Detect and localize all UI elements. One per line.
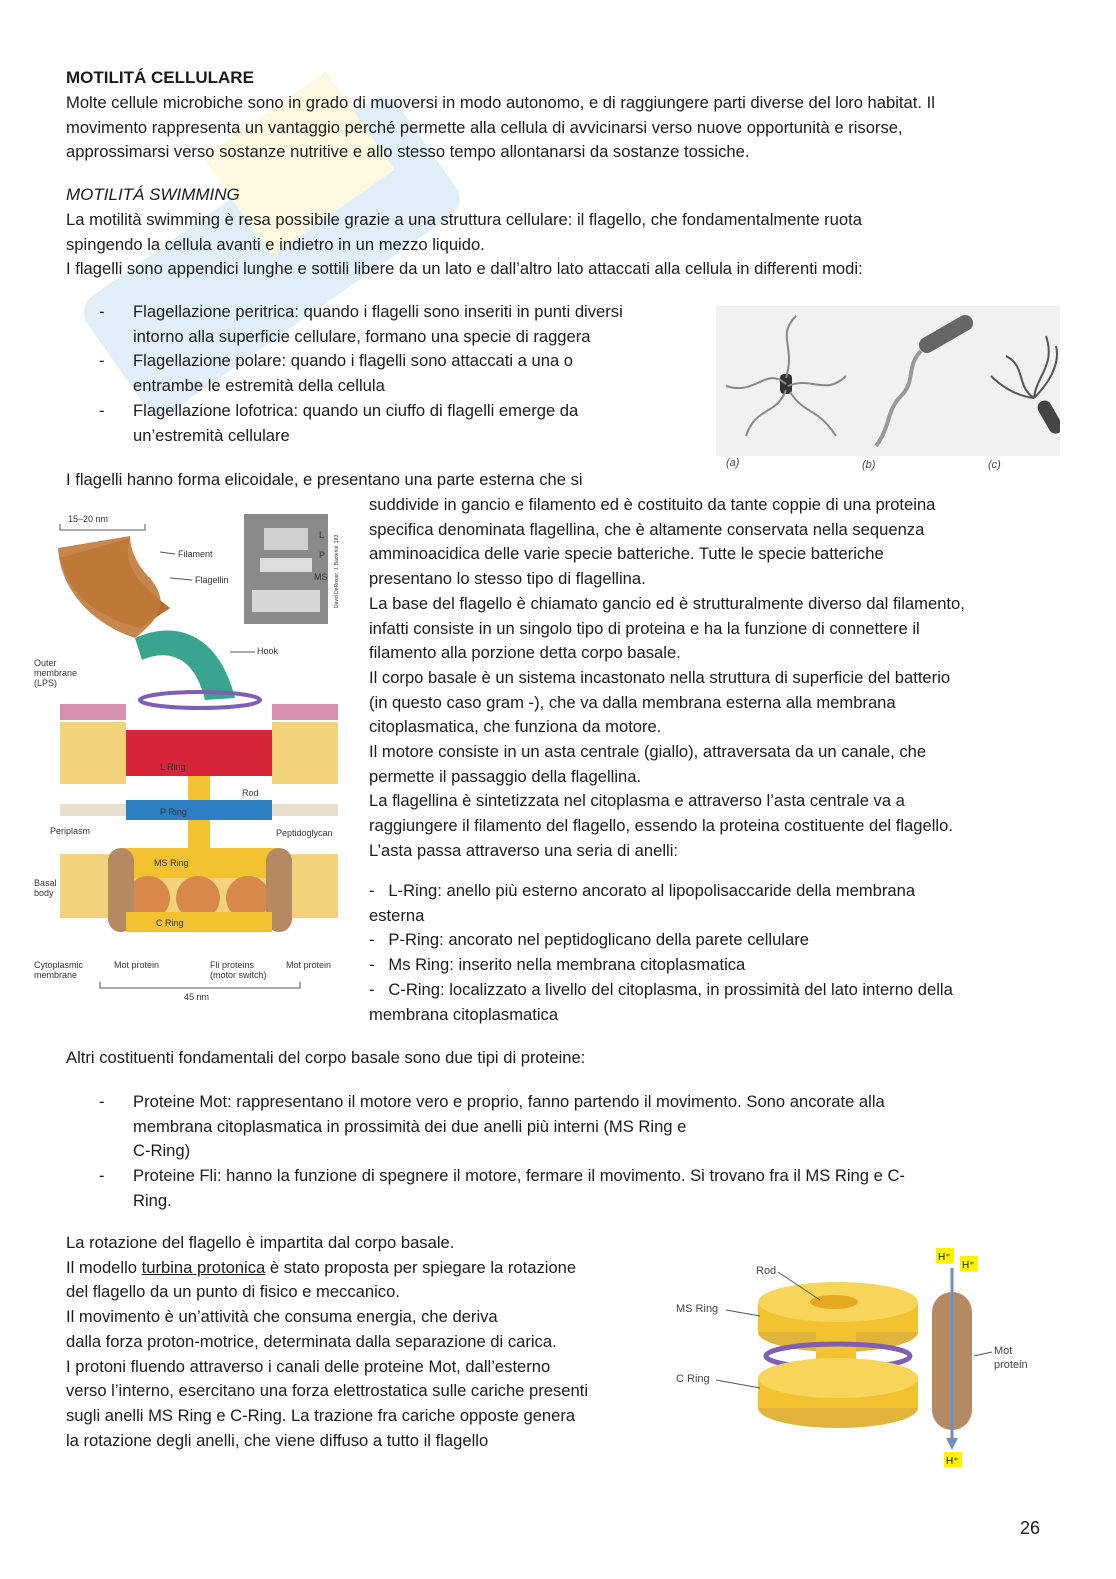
filament-label: Filament: [178, 549, 213, 559]
list-text: L-Ring: anello più esterno ancorato al lipopolisaccaride della membrana: [388, 881, 916, 900]
other-components-sentence: Altri costituenti fondamentali del corpo basale sono due tipi di proteine:: [66, 1048, 586, 1067]
intro-paragraph: [66, 91, 1066, 165]
page-title: MOTILITÁ CELLULARE: [66, 68, 254, 87]
list-item: [369, 879, 1059, 928]
text-line: Il movimento è un’attività che consuma energia, che deriva: [66, 1307, 498, 1327]
proton-label: H⁺: [962, 1260, 975, 1271]
filament-body: [58, 536, 161, 638]
photo-label-b: (b): [862, 459, 876, 471]
hook-label: Hook: [257, 646, 279, 656]
list-text: Ms Ring: inserito nella membrana citoplasmatica: [388, 955, 746, 975]
outer-membrane-label: membrane: [34, 668, 78, 678]
fli-proteins-label: Fli proteins: [210, 960, 255, 970]
c-ring: [126, 912, 272, 932]
rotation-paragraph: [66, 1231, 666, 1453]
page-number: 26: [1020, 1518, 1041, 1538]
helical-sentence: I flagelli hanno forma elicoidale, e presentano una parte esterna che si: [66, 470, 583, 489]
list-dash: -: [99, 400, 105, 420]
text-line: filamento alla porzione detta corpo basale.: [369, 643, 681, 663]
proton-arrowhead: [946, 1438, 958, 1450]
list-text: P-Ring: ancorato nel peptidoglicano della parete cellulare: [388, 930, 810, 950]
list-dash: -: [369, 979, 375, 999]
list-dash: -: [369, 955, 375, 975]
list-item: [99, 349, 713, 398]
rod-label: Rod: [242, 788, 259, 798]
cytoplasmic-membrane-label: Cytoplasmic: [34, 960, 84, 970]
c-ring-label: C Ring: [156, 918, 184, 928]
text-line: approssimarsi verso sostanze nutritive e allo stesso tempo allontanarsi da sostanze tossiche.: [66, 142, 750, 162]
text-line: La flagellina è sintetizzata nel citoplasma e attraverso l’asta centrale va a: [369, 791, 905, 811]
hook-shape: [135, 631, 235, 701]
proton-label: H⁺: [938, 1252, 951, 1263]
flagellin-label: Flagellin: [195, 575, 229, 585]
micrograph-band: [252, 590, 320, 612]
text-line: spingendo la cellula avanti e indietro in un mezzo liquido.: [66, 234, 485, 254]
swimming-paragraph: [66, 208, 1076, 282]
text-line: [369, 978, 1059, 1003]
list-item: [99, 399, 713, 448]
text-line: infatti consiste in un singolo tipo di proteina e ha la funzione di connettere il: [369, 618, 920, 638]
fli-proteins-label: (motor switch): [210, 970, 267, 980]
text-line: raggiungere il filamento del flagello, essendo la proteina costituente del flagello.: [369, 816, 953, 836]
flagellation-types-photo: [716, 306, 1060, 476]
turbine-rod-label: Rod: [756, 1265, 777, 1277]
photo-label-a: (a): [726, 457, 740, 469]
text-line: dalla forza proton-motrice, determinata dalla separazione di carica.: [66, 1331, 557, 1351]
list-item: [369, 978, 1059, 1027]
micro-label-p: P: [319, 550, 326, 560]
flagellum-structure-diagram: [30, 508, 360, 1008]
text-line: [369, 928, 1059, 953]
text-line: La base del flagello è chiamato gancio ed è strutturalmente diverso dal filamento,: [369, 593, 965, 613]
text-line: [369, 953, 1059, 978]
text-line: I flagelli sono appendici lunghe e sottili libere da un lato e dall’altro lato attaccati alla cellula in differenti modi:: [66, 259, 863, 279]
leader-line: [974, 1352, 992, 1356]
outer-membrane-label: Outer: [34, 658, 57, 668]
list-item: [99, 1090, 1033, 1164]
section-subheading: MOTILITÁ SWIMMING: [66, 185, 240, 204]
text-line: suddivide in gancio e filamento ed è costituito da tante coppie di una proteina: [369, 495, 936, 514]
p-ring-label: P Ring: [160, 807, 187, 817]
text-line: sugli anelli MS Ring e C-Ring. La trazione fra cariche opposte genera: [66, 1405, 576, 1425]
flagellum-structure-paragraph: [369, 493, 1059, 864]
outer-membrane-right: [272, 704, 338, 784]
flagellation-list: [99, 300, 713, 448]
list-dash: -: [99, 1092, 105, 1111]
proton-label: H⁺: [946, 1456, 959, 1467]
proton-turbine-diagram: [670, 1240, 1050, 1475]
leader-line: [716, 1380, 760, 1388]
turbine-ms-ring-label: MS Ring: [676, 1303, 719, 1315]
text-line: presentano lo stesso tipo di flagellina.: [369, 569, 646, 589]
text-line: Il corpo basale è un sistema incastonato nella struttura di superficie del batterio: [369, 667, 951, 687]
micrograph-band: [260, 558, 312, 572]
list-dash: -: [99, 302, 105, 321]
text-line: La rotazione del flagello è impartita dal corpo basale.: [66, 1233, 455, 1252]
basal-body-label: body: [34, 888, 54, 898]
rings-list: [369, 879, 1059, 1027]
text-line: la rotazione degli anelli, che viene diffuso a tutto il flagello: [66, 1430, 489, 1450]
list-dash: -: [99, 1166, 105, 1186]
list-item: [99, 1164, 1033, 1213]
text-line: verso l’interno, esercitano una forza elettrostatica sulle cariche presenti: [66, 1381, 589, 1401]
leader-line: [726, 1310, 760, 1316]
leader-line: [170, 578, 192, 580]
c-ring-top: [758, 1358, 918, 1398]
rotation-arrow: [140, 692, 260, 708]
text-line: (in questo caso gram -), che va dalla membrana esterna alla membrana: [369, 692, 896, 712]
list-item: [369, 928, 1059, 953]
rod-top: [810, 1295, 858, 1309]
turbine-mot-label: protein: [994, 1359, 1028, 1371]
text-line: movimento rappresenta un vantaggio perché permette alla cellula di avvicinarsi verso nuove opportunità e risorse,: [66, 117, 903, 137]
proteins-list: [99, 1090, 1033, 1214]
text-line: del flagello da un punto di fisico e meccanico.: [66, 1282, 400, 1302]
text-line: esterna: [369, 905, 425, 925]
list-dash: -: [369, 881, 375, 900]
text-line: un’estremità cellulare: [133, 425, 290, 445]
text-fragment: è stato proposta per spiegare la rotazione: [265, 1257, 577, 1277]
text-line: La motilità swimming è resa possibile grazie a una struttura cellulare: il flagello, che fondamentalmente ruota: [66, 210, 862, 229]
text-line: membrana citoplasmatica: [369, 1004, 559, 1024]
basal-body-label: Basal: [34, 878, 57, 888]
text-line: C-Ring): [133, 1141, 191, 1161]
list-dash: -: [99, 351, 105, 371]
text-line: Proteine Fli: hanno la funzione di spegnere il motore, fermare il movimento. Si trovano fra il MS Ring e C-: [133, 1166, 905, 1186]
text-line: Ring.: [133, 1190, 172, 1210]
micro-label-l: L: [319, 530, 325, 540]
cytoplasmic-membrane-label: membrane: [34, 970, 78, 980]
turbine-mot-label: Mot: [994, 1345, 1013, 1357]
ms-ring-label: MS Ring: [154, 858, 189, 868]
text-line: [66, 1256, 666, 1281]
mot-protein-label-right: Mot protein: [286, 960, 332, 970]
credit-label: David DeRosier, J. Bacteriol. 183: [334, 534, 340, 608]
width-bottom-label: 45 nm: [184, 992, 210, 1002]
dimension-bracket: [60, 524, 145, 530]
ms-ring: [122, 848, 278, 878]
list-text: C-Ring: localizzato a livello del citoplasma, in prossimità del lato interno della: [388, 979, 953, 999]
text-line: [369, 879, 1059, 904]
text-line: Flagellazione lofotrica: quando un ciuffo di flagelli emerge da: [133, 400, 579, 420]
leader-line: [160, 552, 175, 554]
width-top-label: 15–20 nm: [68, 514, 109, 524]
text-line: Molte cellule microbiche sono in grado di muoversi in modo autonomo, e di raggiungere parti diverse del loro habitat. Il: [66, 93, 935, 112]
periplasm-label: Periplasm: [50, 826, 91, 836]
l-ring-label: L Ring: [160, 762, 186, 772]
list-item: [99, 300, 713, 349]
text-line: L’asta passa attraverso una seria di anelli:: [369, 840, 679, 860]
peptidoglycan-label: Peptidoglycan: [276, 828, 333, 838]
text-line: amminoacidica delle varie specie batteriche. Tutte le specie batteriche: [369, 544, 884, 564]
text-line: Flagellazione polare: quando i flagelli sono attaccati a una o: [133, 351, 574, 371]
outer-membrane-label: (LPS): [34, 678, 58, 688]
text-line: specifica denominata flagellina, che è altamente conservata nella sequenza: [369, 519, 925, 539]
outer-membrane-left: [60, 704, 126, 784]
l-ring: [126, 730, 272, 776]
proton-turbine-term: turbina protonica: [141, 1257, 266, 1277]
text-fragment: Il modello: [66, 1257, 142, 1277]
turbine-c-ring-label: C Ring: [676, 1373, 710, 1385]
list-item: [369, 953, 1059, 978]
text-line: Il motore consiste in un asta centrale (giallo), attraversata da un canale, che: [369, 742, 927, 762]
text-line: I protoni fluendo attraverso i canali delle proteine Mot, dall’esterno: [66, 1356, 551, 1376]
micro-label-ms: MS: [314, 572, 328, 582]
text-line: citoplasmatica, che funziona da motore.: [369, 717, 662, 737]
p-ring: [126, 800, 272, 820]
list-dash: -: [369, 930, 375, 950]
text-line: membrana citoplasmatica in prossimità dei due anelli più interni (MS Ring e: [133, 1116, 687, 1136]
dimension-bracket: [100, 982, 300, 988]
text-line: Proteine Mot: rappresentano il motore vero e proprio, fanno partendo il movimento. Sono ancorate alla: [133, 1092, 885, 1111]
text-line: intorno alla superficie cellulare, formano una specie di raggera: [133, 326, 591, 346]
text-line: permette il passaggio della flagellina.: [369, 766, 642, 786]
text-line: entrambe le estremità della cellula: [133, 376, 385, 396]
micrograph-band: [264, 528, 308, 550]
mot-protein-label-left: Mot protein: [114, 960, 160, 970]
photo-label-c: (c): [988, 459, 1001, 471]
text-line: Flagellazione peritrica: quando i flagelli sono inseriti in punti diversi: [133, 302, 623, 321]
